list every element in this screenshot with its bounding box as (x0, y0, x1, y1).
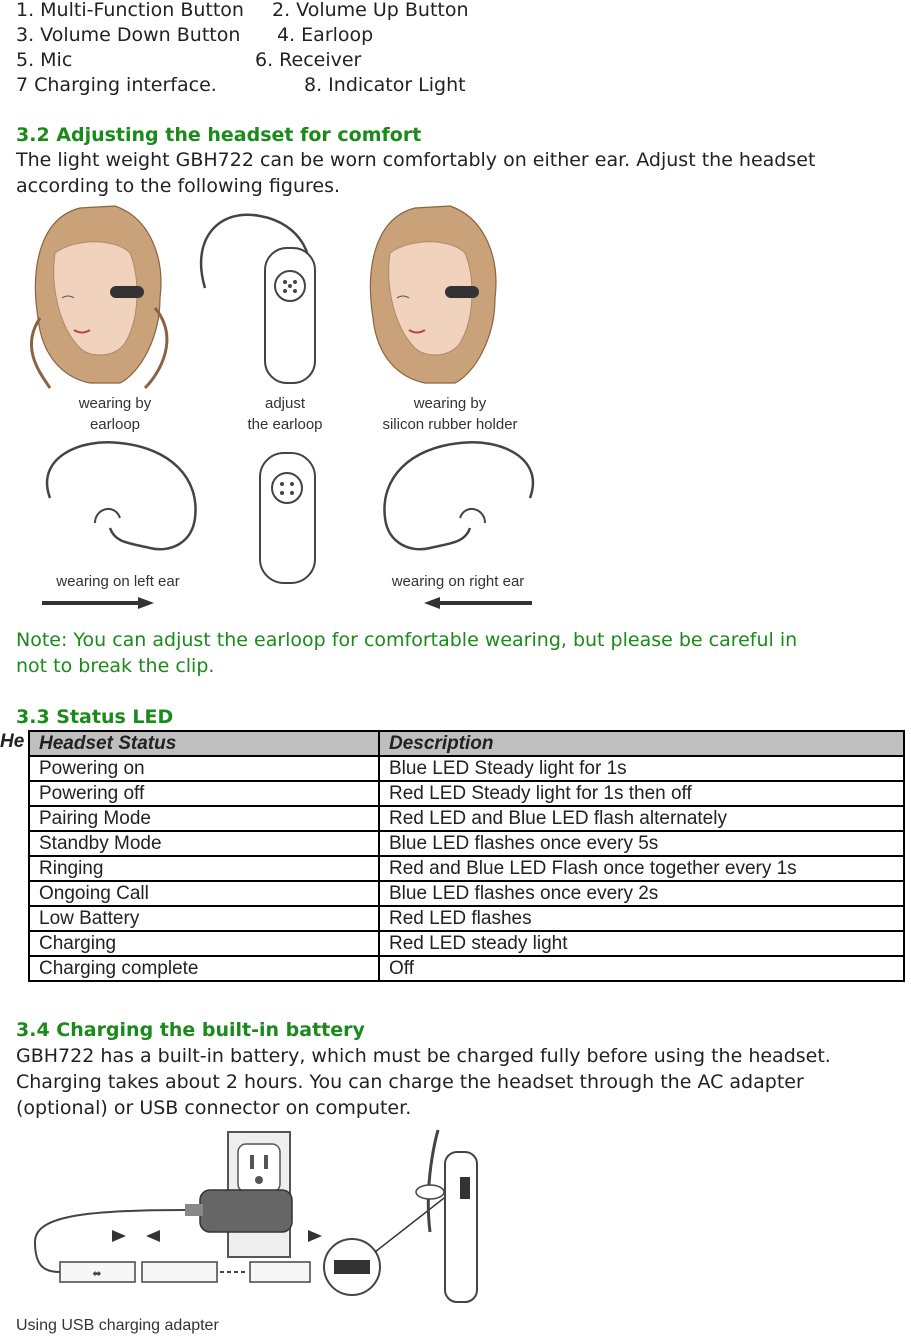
table-header-row (29, 731, 904, 756)
right-ear-loop-illustration (384, 442, 532, 549)
status-cell: Ringing (29, 856, 379, 881)
arrow-left-icon (424, 597, 532, 609)
section-3-2-body-line1: The light weight GBH722 can be worn comfortably on either ear. Adjust the headset (16, 149, 816, 171)
headset-front-illustration (260, 453, 315, 583)
part-7-label: 7 Charging interface. (16, 74, 217, 96)
usb-cable-illustration (60, 1262, 310, 1282)
woman-head-earloop-illustration (31, 206, 166, 388)
usb-port-zoom-illustration (324, 1184, 462, 1295)
section-3-4-body-line1: GBH722 has a built-in battery, which must be charged fully before using the headset. (16, 1045, 831, 1067)
status-cell: Charging complete (29, 956, 379, 981)
table-row (29, 856, 904, 881)
svg-text:⬌: ⬌ (92, 1267, 102, 1280)
column-header-status: Headset Status (29, 731, 379, 756)
woman-head-silicon-illustration (370, 206, 495, 383)
section-3-2-body-line2: according to the following figures. (16, 175, 341, 197)
caption-silicon-line2: silicon rubber holder (382, 416, 518, 433)
section-3-4-body-line3: (optional) or USB connector on computer. (16, 1097, 412, 1119)
table-row (29, 881, 904, 906)
description-cell: Red LED steady light (379, 931, 904, 956)
figure-caption: Using USB charging adapter (16, 1317, 219, 1334)
column-header-description: Description (379, 731, 904, 756)
part-6-label: 6. Receiver (255, 49, 362, 71)
table-row (29, 906, 904, 931)
headset-earloop-illustration (201, 215, 315, 383)
status-cell: Pairing Mode (29, 806, 379, 831)
status-led-table (28, 730, 905, 982)
ac-adapter-illustration (185, 1190, 292, 1232)
status-cell: Low Battery (29, 906, 379, 931)
description-cell: Blue LED flashes once every 2s (379, 881, 904, 906)
section-3-4-heading: 3.4 Charging the built-in battery (16, 1019, 365, 1041)
caption-left-ear: wearing on left ear (56, 573, 180, 590)
arrow-right-icon (42, 597, 154, 609)
left-ear-loop-illustration (47, 442, 195, 549)
caption-adjust-line2: the earloop (247, 416, 323, 433)
status-cell: Charging (29, 931, 379, 956)
caption-right-ear: wearing on right ear (391, 573, 525, 590)
wearing-figure (20, 198, 550, 618)
status-cell: Standby Mode (29, 831, 379, 856)
description-cell: Red and Blue LED Flash once together every 1s (379, 856, 904, 881)
headset-side-illustration (416, 1130, 477, 1302)
status-cell: Ongoing Call (29, 881, 379, 906)
description-cell: Red LED flashes (379, 906, 904, 931)
section-3-2-heading: 3.2 Adjusting the headset for comfort (16, 124, 422, 146)
part-2-label: 2. Volume Up Button (272, 0, 469, 21)
description-cell: Red LED and Blue LED flash alternately (379, 806, 904, 831)
caption-earloop-line1: wearing by (78, 395, 152, 412)
table-row (29, 756, 904, 781)
table-row (29, 781, 904, 806)
part-1-label: 1. Multi-Function Button (16, 0, 244, 21)
arrow-left-icon (146, 1230, 160, 1242)
description-cell: Blue LED flashes once every 5s (379, 831, 904, 856)
caption-earloop-line2: earloop (89, 416, 141, 433)
section-3-3-heading: 3.3 Status LED (16, 706, 174, 728)
note-line1: Note: You can adjust the earloop for comfortable wearing, but please be careful in (16, 629, 798, 651)
table-row (29, 956, 904, 981)
status-cell: Powering on (29, 756, 379, 781)
description-cell: Red LED Steady light for 1s then off (379, 781, 904, 806)
part-8-label: 8. Indicator Light (304, 74, 466, 96)
part-4-label: 4. Earloop (277, 24, 374, 46)
stray-header-fragment: He (0, 731, 25, 752)
description-cell: Off (379, 956, 904, 981)
part-5-label: 5. Mic (16, 49, 73, 71)
charging-figure (20, 1122, 490, 1307)
caption-silicon-line1: wearing by (413, 395, 487, 412)
part-3-label: 3. Volume Down Button (16, 24, 241, 46)
caption-adjust-line1: adjust (264, 395, 306, 412)
table-row (29, 931, 904, 956)
description-cell: Blue LED Steady light for 1s (379, 756, 904, 781)
section-3-4-body-line2: Charging takes about 2 hours. You can charge the headset through the AC adapter (16, 1071, 804, 1093)
table-row (29, 831, 904, 856)
table-row (29, 806, 904, 831)
status-cell: Powering off (29, 781, 379, 806)
note-line2: not to break the clip. (16, 655, 215, 677)
